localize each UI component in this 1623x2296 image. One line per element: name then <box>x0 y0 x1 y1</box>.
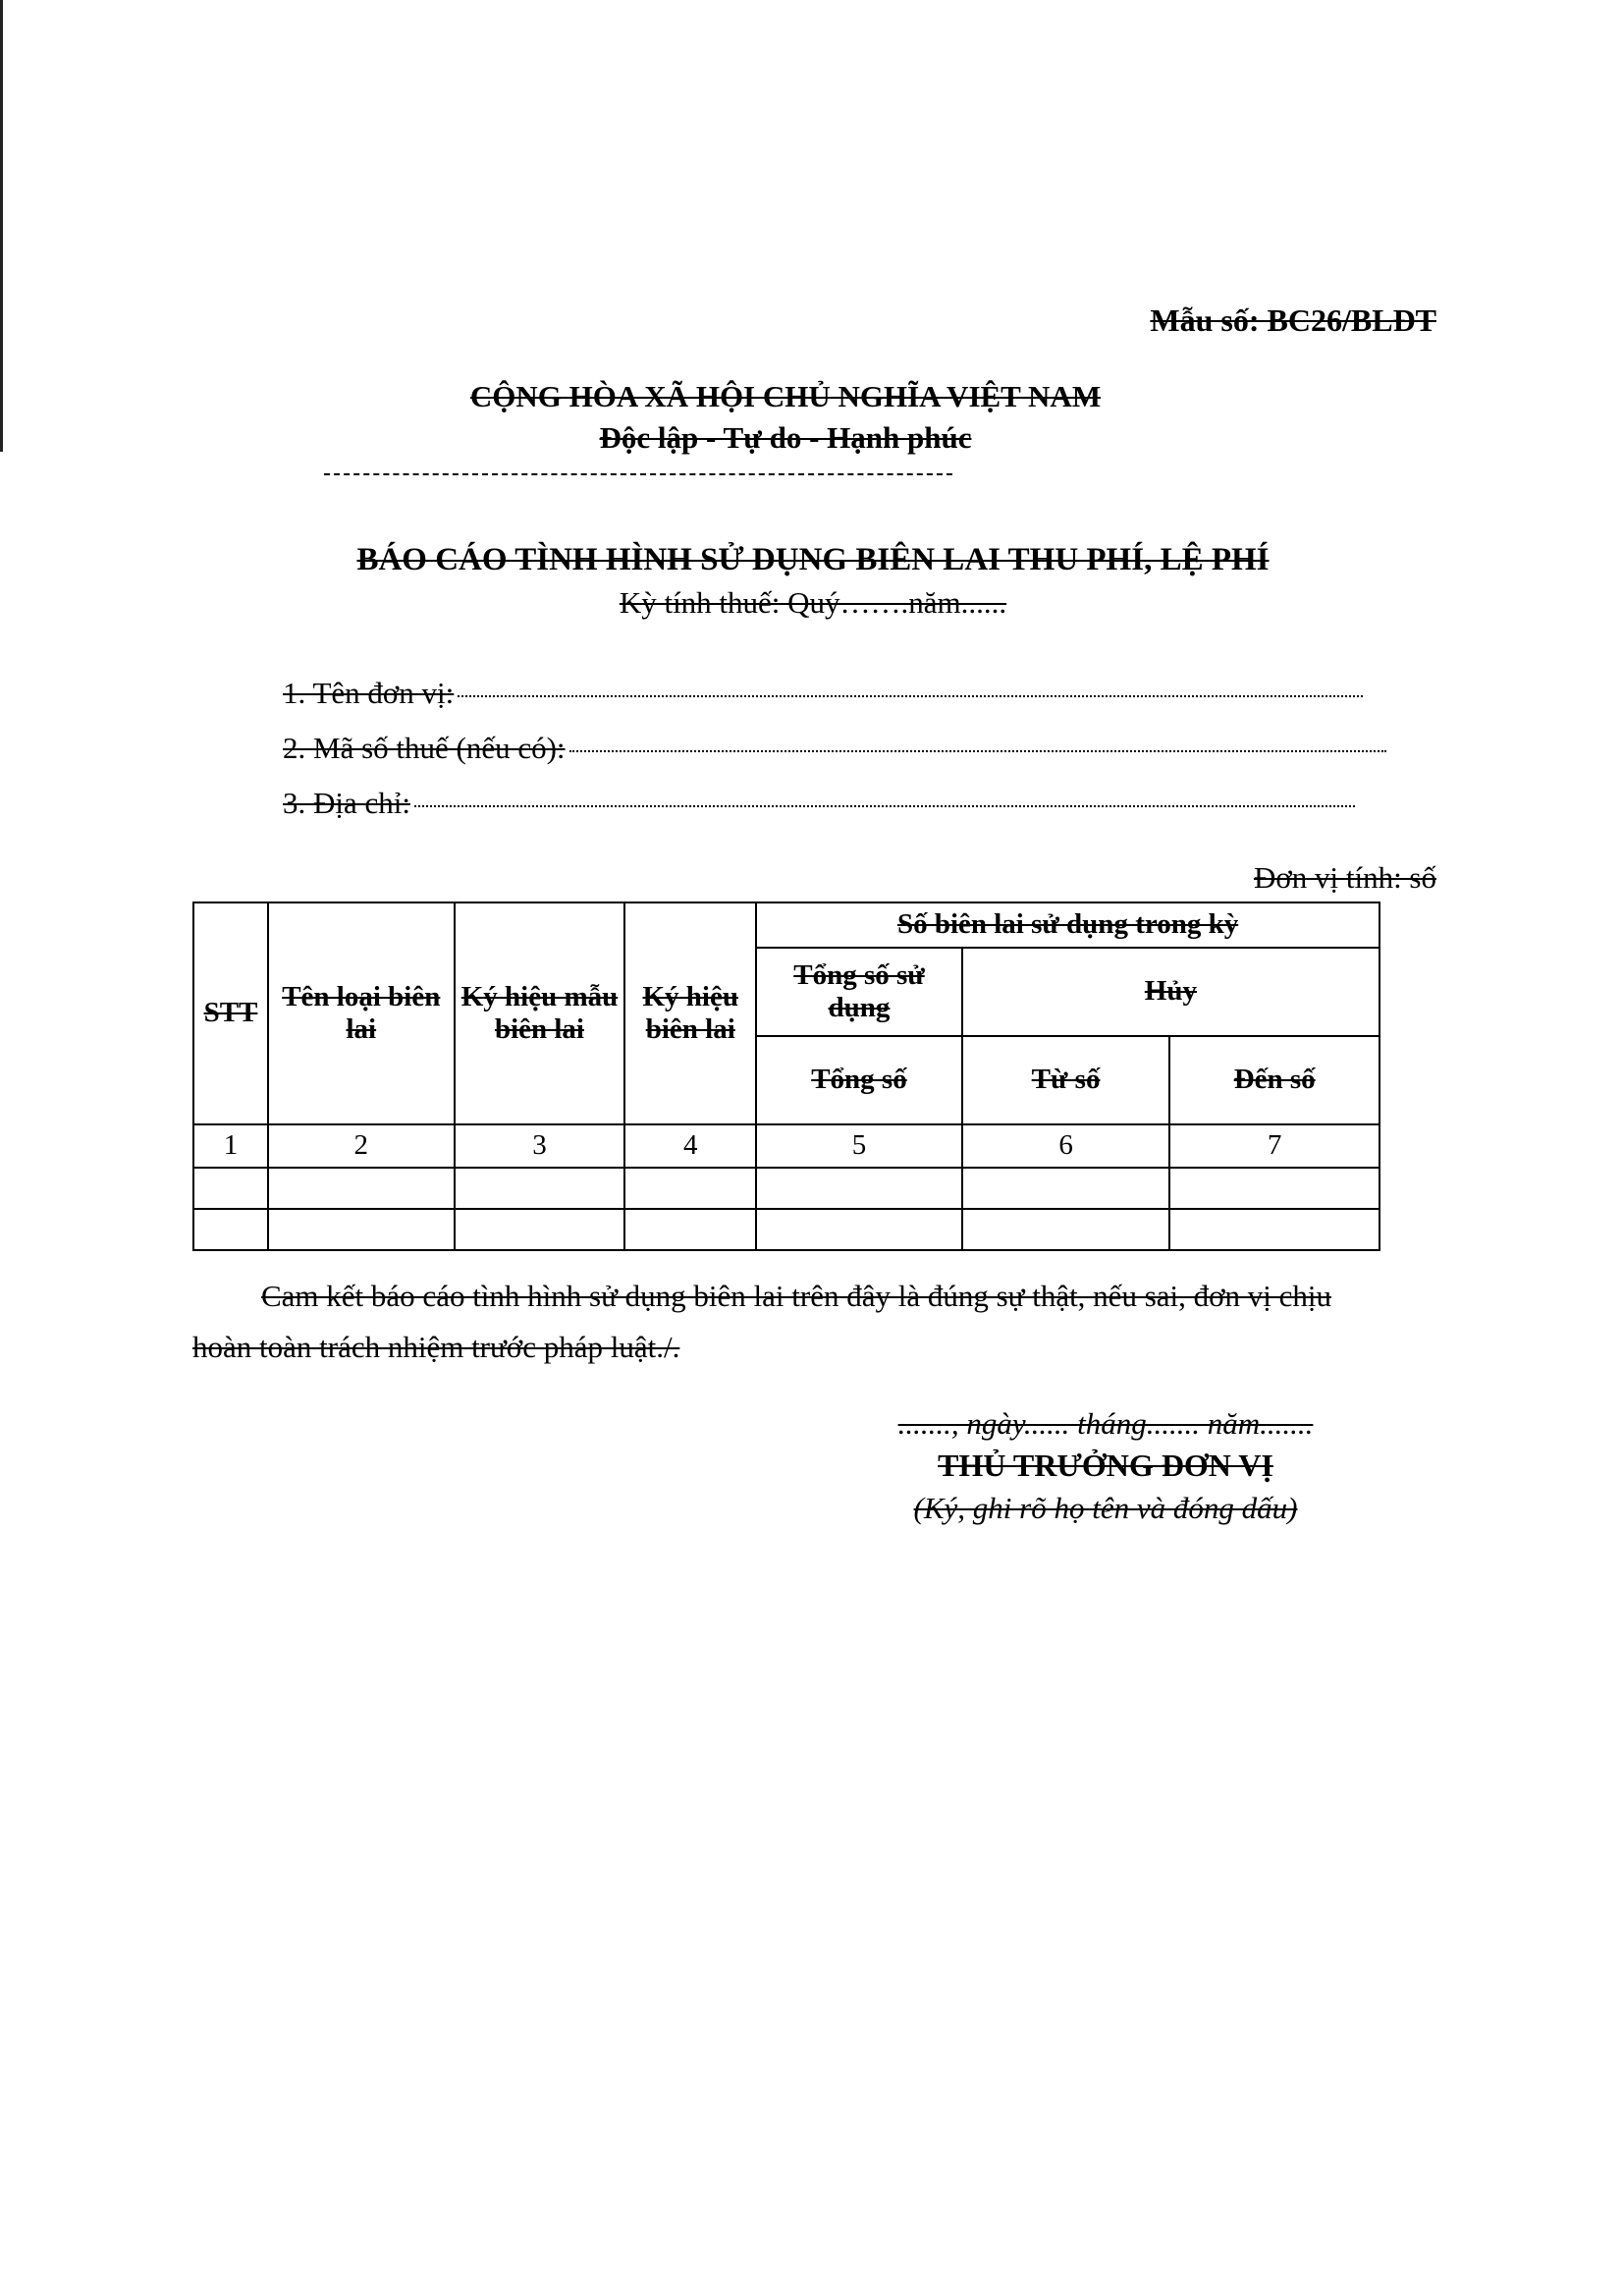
signer-note: (Ký, ghi rõ họ tên và đóng dấu) <box>913 1491 1298 1525</box>
motto-underline <box>324 473 952 475</box>
header-cancelled-group: Hủy <box>962 948 1380 1036</box>
tax-code-label: 2. Mã số thuế (nếu có): <box>283 731 566 765</box>
table-cell[interactable] <box>1169 1168 1380 1209</box>
signature-date-line: ......., ngày...... tháng....... năm....... <box>897 1406 1314 1441</box>
column-number: 3 <box>455 1124 625 1168</box>
table-cell[interactable] <box>268 1168 455 1209</box>
header-to-number: Đến số <box>1169 1036 1380 1124</box>
header-from-number: Từ số <box>962 1036 1170 1124</box>
unit-name-label: 1. Tên đơn vị: <box>283 676 455 710</box>
header-template-symbol: Ký hiệu mẫu biên lai <box>455 902 625 1124</box>
report-title: BÁO CÁO TÌNH HÌNH SỬ DỤNG BIÊN LAI THU PHÍ, LỆ PHÍ <box>356 542 1270 577</box>
table-cell[interactable] <box>193 1168 268 1209</box>
address-dotted-line <box>414 805 1355 807</box>
column-number: 2 <box>268 1124 455 1168</box>
unit-note: Đơn vị tính: số <box>1253 860 1436 895</box>
table-number-row <box>193 1124 1380 1168</box>
table-cell[interactable] <box>756 1209 962 1250</box>
column-number: 4 <box>624 1124 756 1168</box>
address-field[interactable] <box>283 786 1355 821</box>
signer-title: THỦ TRƯỞNG ĐƠN VỊ <box>938 1448 1273 1483</box>
table-row <box>193 1168 1380 1209</box>
column-number: 7 <box>1169 1124 1380 1168</box>
column-number: 5 <box>756 1124 962 1168</box>
table-cell[interactable] <box>756 1168 962 1209</box>
report-table <box>192 902 1380 1251</box>
address-label: 3. Địa chỉ: <box>283 786 410 820</box>
table-cell[interactable] <box>455 1209 625 1250</box>
header-stt: STT <box>193 902 268 1124</box>
table-cell[interactable] <box>624 1168 756 1209</box>
header-cancelled-total: Tổng số <box>756 1036 962 1124</box>
tax-code-field[interactable] <box>283 731 1386 766</box>
table-cell[interactable] <box>962 1168 1170 1209</box>
table-header-row-1 <box>193 902 1380 948</box>
table-cell[interactable] <box>268 1209 455 1250</box>
unit-name-field[interactable] <box>283 676 1363 711</box>
header-receipt-type: Tên loại biên lai <box>268 902 455 1124</box>
table-cell[interactable] <box>1169 1209 1380 1250</box>
form-code: Mẫu số: BC26/BLĐT <box>1150 302 1436 338</box>
header-receipt-symbol: Ký hiệu biên lai <box>624 902 756 1124</box>
table-row <box>193 1209 1380 1250</box>
table-cell[interactable] <box>962 1209 1170 1250</box>
table-cell[interactable] <box>624 1209 756 1250</box>
unit-name-dotted-line <box>458 695 1363 697</box>
tax-period: Kỳ tính thuế: Quý…….năm...... <box>619 585 1007 620</box>
header-receipts-used-group: Số biên lai sử dụng trong kỳ <box>756 902 1380 948</box>
table-cell[interactable] <box>455 1168 625 1209</box>
national-title: CỘNG HÒA XÃ HỘI CHỦ NGHĨA VIỆT NAM <box>469 379 1102 413</box>
national-motto: Độc lập - Tự do - Hạnh phúc <box>599 420 972 455</box>
table-cell[interactable] <box>193 1209 268 1250</box>
header-total-used: Tổng số sử dụng <box>756 948 962 1036</box>
column-number: 1 <box>193 1124 268 1168</box>
column-number: 6 <box>962 1124 1170 1168</box>
tax-code-dotted-line <box>569 750 1386 752</box>
commitment-statement: Cam kết báo cáo tình hình sử dụng biên lai trên đây là đúng sự thật, nếu sai, đơn vị chịu hoàn toàn trách nhiệm trước pháp luật./. <box>192 1279 1332 1364</box>
